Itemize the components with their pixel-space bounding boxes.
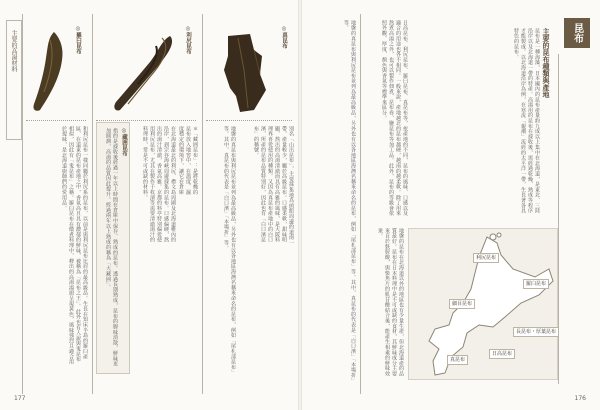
kuragakoi-heading: ◎藏囲昆布: [121, 128, 127, 156]
column-rule-1: [92, 14, 93, 394]
map-label-rausu: 羅臼昆布: [523, 279, 549, 289]
side-rule: [22, 14, 23, 394]
hokkaido-map: [408, 228, 558, 380]
section-heading: 主要的昆布種類與產地: [542, 28, 551, 98]
ma-kombu-continued: [308, 20, 356, 382]
map-label-hidaka: 日高昆布: [489, 349, 515, 359]
ma-divider: [206, 120, 292, 121]
ma-kombu-caption: ◎真昆布: [281, 26, 287, 49]
kuragakoi-body: 指的是採收後經過一年以上時間在倉庫中保存、熟成的昆布。透過長期熟成，昆布的腥味消散，鮮味更加圓潤，高湯的品質因此提升。經過兩年以上熟成的稱為「大藏囲」。: [105, 128, 118, 367]
ma-kombu-body: 別名「山出昆布」，主要採集地為函館周邊的道南一帶，產量較少，屬於高級昆布。口感柔軟，甜味明顯，熬出的高湯清澈而具有高雅的風味，是大阪料理界喜愛使用的種類。又因為真昆布產地中的白口濱，所產的昆布品質特別好，因此也有「白口濱昆布」的稱號。: [253, 126, 294, 246]
kuragakoi-note: ＊「藏囲昆布」：是將乾燥的昆布放入地窖中，在溫度、濕度穩定的環境下，讓它在倉庫: [178, 126, 198, 195]
rausu-kombu-photo: [24, 30, 72, 114]
right-page: [302, 0, 600, 410]
category-title: 昆布: [564, 18, 590, 48]
rishiri-kombu-photo: [110, 32, 180, 114]
map-label-ma: 真昆布: [447, 355, 468, 365]
rishiri-divider: [96, 120, 196, 121]
map-label-naga-atsuba: 長昆布・厚葉昆布: [513, 327, 559, 337]
rausu-divider: [26, 120, 86, 121]
left-page-number: 177: [14, 395, 26, 402]
ma-kombu-photo: [210, 30, 276, 114]
right-column-rule: [360, 14, 361, 394]
side-label: 主要的高湯材料: [10, 30, 17, 72]
column-rule-2: [202, 14, 203, 394]
rishiri-kombu-body: 在北海道最北的利尻、禮文島周圍及北海道稚內的沿岸，到宗谷海峽周邊採集的昆布。口感偏硬，熬出的湯汁清澈，香氣高雅。京都的料亭特別偏愛使用利尻昆布，尤其在製作千枚漬等需要清澈湯汁的料理時，常是不可或缺的材料。: [142, 126, 176, 243]
rausu-kombu-caption: ◎羅臼昆布: [75, 26, 81, 54]
right-page-number: 176: [574, 395, 586, 402]
map-label-hosome: 細目昆布: [449, 299, 475, 309]
left-page: [0, 0, 298, 410]
ma-kombu-body-2: 地盤的真昆布與利尻昆布並列為最高級品，另外也有以各地區海灣名稱來命名的昆布，例如「尾札部昆布」等。其中，真昆布的代表是「白口濱」「本場折」等。: [223, 126, 236, 376]
rausu-kombu-body: 和利尻昆布一樣同屬於利尻系的昆布，以前是與利尻昆布比肩的最高級品。生長在知床半島的羅臼產區，在道東的昆布產地之中，香氣高且具有濃郁的鮮味，被稱為「昆布之王」。此外也有人說與鬼昆布相似，因此有「鬼昆布」之稱。羅臼昆布在燉煮料理中，釋出的高湯湯頭呈現黃色，風味強烈且適合用於提味，是北海道廚師們的愛用品。: [61, 126, 88, 365]
map-label-rishiri: 利尻昆布: [473, 253, 499, 263]
right-body-text-2: 地盤的昆布在北海道以外的地區也有少量生產，但北海道產的品質最好。昆布在日本料理中是不可或缺的食材，其鮮味成分主要來自於麩胺酸，與柴魚片的肌苷酸結合後，能產生相乘的鮮味效果。: [377, 228, 404, 377]
ma-kombu-continued-text: 地盤的真昆布與利尻昆布並列為最高級品，另外也有以各地區海灣名稱來命名的昆布，例如「尾札部昆布」等。其中，真昆布的代表是「白口濱」「本場折」等。: [343, 20, 356, 381]
right-body-text: 日高昆布、利尻昆布、羅臼昆布、真昆布等，依產地的不同，昆布的風味、口感以及適合的用途也各不相同。一般來說，產地越北的昆布越硬，越南的越柔軟。除了用來熬煮高湯之外，也可以製作佃煮、昆布卷、鹽昆布等加工品。此外，昆布的等級會依照外觀、厚度、顏色與香氣等標準來區分。: [381, 20, 408, 217]
section-intro: 昆布是一種海藻，日本國內的昆布產量約九成以上集中在北海道，是東北、三陸沿岸以及北海道一帶的特產。高湯用的昆布在採收後，需經過乾燥、熟成等程序才能製成。以北海道沿岸為例，在寒流「親潮」流經的太平洋一帶，生長著各具特色的昆布。: [513, 28, 540, 214]
rishiri-kombu-caption: ◎利尻昆布: [185, 26, 191, 54]
hokkaido-outline: [409, 229, 557, 379]
